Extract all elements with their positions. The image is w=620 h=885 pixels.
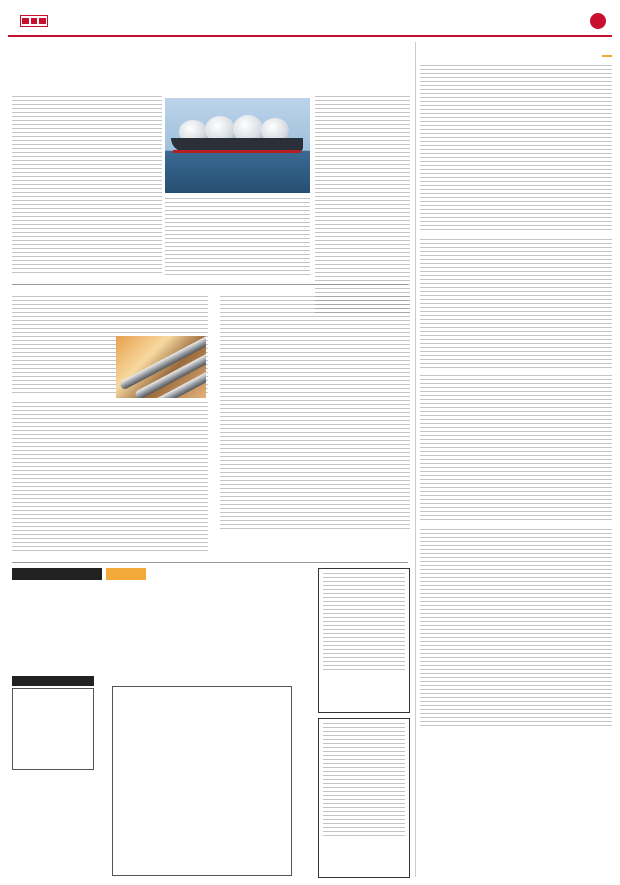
lng-tanker-photo	[165, 98, 310, 193]
main-body-left	[12, 96, 162, 276]
prev-solution-title	[12, 676, 94, 686]
main-body-center	[165, 198, 310, 278]
story4-body	[420, 529, 612, 729]
section-badge	[602, 55, 612, 57]
mid-divider	[12, 284, 408, 285]
crossword-title	[106, 568, 146, 580]
page-number	[590, 13, 606, 29]
ad-notice-1	[318, 568, 410, 713]
column-divider	[415, 42, 416, 877]
down-clues	[12, 586, 162, 672]
crossword-header	[12, 568, 304, 582]
diplomacy-body	[12, 402, 208, 552]
story2-body	[420, 239, 612, 369]
bottom-divider	[12, 562, 408, 563]
pipeline-photo	[116, 336, 206, 398]
masthead	[8, 12, 612, 34]
crossword-issue	[12, 568, 102, 580]
crossword-grid[interactable]	[112, 686, 292, 876]
across-clues	[170, 586, 304, 668]
story3-body	[420, 375, 612, 523]
main-body-right	[315, 96, 410, 316]
wind-body	[220, 296, 410, 532]
header-divider	[8, 35, 612, 37]
ad-notice-2	[318, 718, 410, 878]
prev-solution-grid	[12, 688, 94, 770]
grid-row-numbers	[293, 686, 304, 876]
ad1-body	[323, 573, 405, 673]
ad2-body	[323, 723, 405, 838]
wind-story	[220, 290, 410, 558]
right-column	[420, 42, 612, 877]
issue-icon	[20, 15, 48, 27]
badge-wrap	[420, 42, 612, 61]
story1-body	[420, 65, 612, 233]
grid-column-numbers	[112, 676, 304, 685]
